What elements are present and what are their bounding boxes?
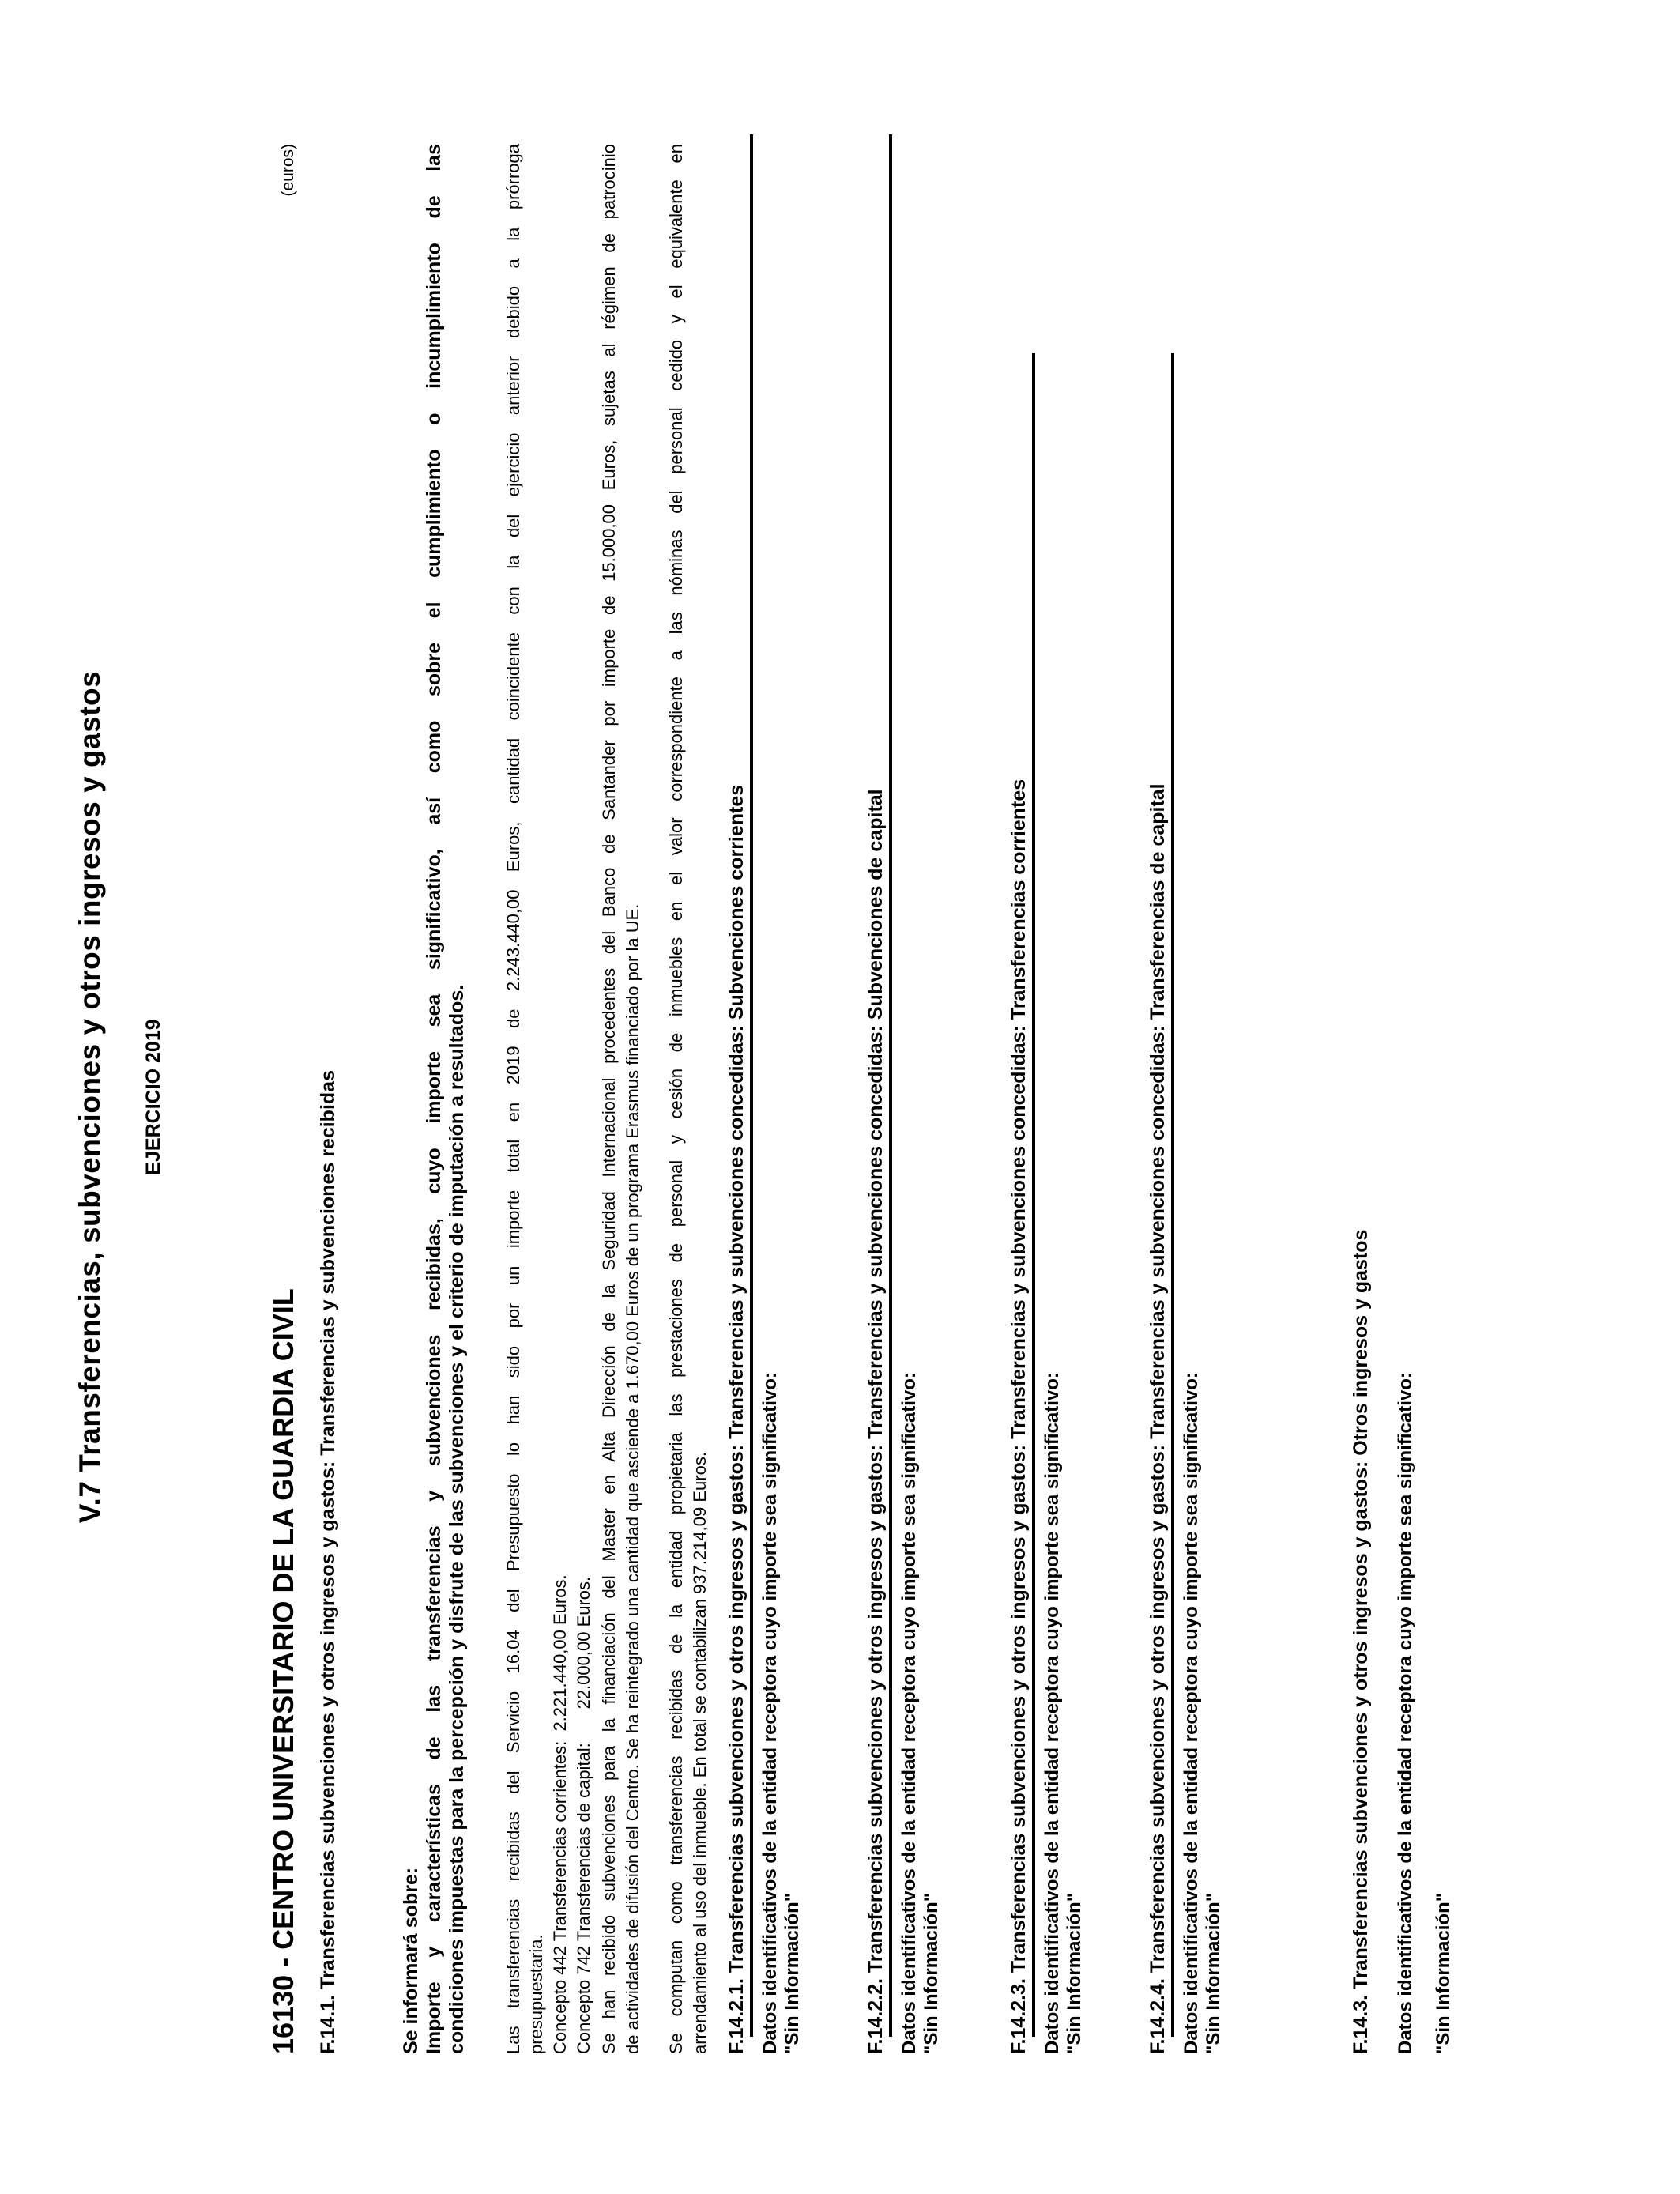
sin-informacion-value: "Sin Información" — [1433, 1892, 1454, 2054]
datos-identificativos-line: Datos identificativos de la entidad receptora cuyo importe sea significativo: — [1042, 1372, 1063, 2054]
datos-identificativos-line: Datos identificativos de la entidad receptora cuyo importe sea significativo: — [1395, 1372, 1416, 2054]
section-f1424-heading: F.14.2.4. Transferencias subvenciones y otros ingresos y gastos: Transferencias y subvenciones concedidas: Transferencias de capital — [1147, 783, 1169, 2054]
line-importe-2: condiciones impuestas para la percepción y disfrute de las subvenciones y el criterio de imputación a resultados. — [446, 984, 468, 2054]
line-se-computan-1: Se computan como transferencias recibidas de la entidad propietaria las prestaciones de personal y cesión de inmuebles en el valor correspondiente a las nóminas del personal cedido y el equivalente en — [666, 144, 686, 2054]
main-title: V.7 Transferencias, subvenciones y otros ingresos y gastos — [73, 670, 106, 1524]
sin-informacion-value: "Sin Información" — [782, 1892, 803, 2054]
line-concepto-442: Concepto 442 Transferencias corrientes: 2.221.440,00 Euros. — [550, 1574, 570, 2054]
entity-header: 16130 - CENTRO UNIVERSITARIO DE LA GUARDIA CIVIL — [267, 1288, 299, 2054]
section-rule — [750, 134, 753, 2037]
line-concepto-742: Concepto 742 Transferencias de capital: 22.000,00 Euros. — [574, 1576, 593, 2054]
line-se-computan-2: arrendamiento al uso del inmueble. En total se contabilizan 937.214,09 Euros. — [690, 1452, 710, 2054]
sin-informacion-value: "Sin Información" — [921, 1892, 942, 2054]
line-se-informara: Se informará sobre: — [400, 1867, 422, 2054]
entity-header-row — [267, 144, 305, 2054]
section-f1423-heading: F.14.2.3. Transferencias subvenciones y otros ingresos y gastos: Transferencias y subvenciones concedidas: Transferencias corrientes — [1008, 778, 1030, 2054]
section-f1422-heading: F.14.2.2. Transferencias subvenciones y otros ingresos y gastos: Transferencias y subvenciones concedidas: Subvenciones de capital — [864, 789, 887, 2054]
sin-informacion-value: "Sin Información" — [1064, 1892, 1085, 2054]
datos-identificativos-line: Datos identificativos de la entidad receptora cuyo importe sea significativo: — [759, 1372, 781, 2054]
ejercicio-subtitle: EJERCICIO 2019 — [142, 1019, 164, 1175]
section-rule — [1171, 353, 1174, 2037]
section-rule — [889, 134, 892, 2037]
section-f143-heading: F.14.3. Transferencias subvenciones y otros ingresos y gastos: Otros ingresos y gastos — [1350, 1229, 1372, 2054]
section-rule — [1032, 353, 1035, 2037]
line-subvenciones-santander-2: de actividades de difusión del Centro. Se ha reintegrado una cantidad que asciende a 1.670,00 Euros de un programa Erasmus financiado por la UE. — [623, 903, 642, 2054]
line-transferencias-recibidas-1: Las transferencias recibidas del Servicio 16.04 del Presupuesto lo han sido por un importe total en 2019 de 2.243.440,00 Euros, cantidad coincidente con la del ejercicio anterior debido a la prórroga — [503, 144, 523, 2054]
datos-identificativos-line: Datos identificativos de la entidad receptora cuyo importe sea significativo: — [1181, 1372, 1202, 2054]
sin-informacion-value: "Sin Información" — [1203, 1892, 1224, 2054]
datos-identificativos-line: Datos identificativos de la entidad receptora cuyo importe sea significativo: — [898, 1372, 920, 2054]
euros-note: (euros) — [279, 144, 297, 197]
line-transferencias-recibidas-2: presupuestaria. — [526, 1934, 546, 2054]
line-subvenciones-santander-1: Se han recibido subvenciones para la financiación del Master en Alta Dirección de la Seguridad Internacional procedentes del Banco de Santander por importe de 15.000,00 Euros, sujetas al régimen de patrocinio — [599, 144, 619, 2054]
section-f1421-heading: F.14.2.1. Transferencias subvenciones y otros ingresos y gastos: Transferencias y subvenciones concedidas: Subvenciones corrientes — [725, 784, 748, 2054]
line-importe-1: Importe y características de las transferencias y subvenciones recibidas, cuyo importe sea significativo, así como sobre el cumplimiento o incumplimiento de las — [423, 144, 445, 2054]
section-f141-heading: F.14.1. Transferencias subvenciones y otros ingresos y gastos: Transferencias y subvenciones recibidas — [317, 1070, 339, 2054]
